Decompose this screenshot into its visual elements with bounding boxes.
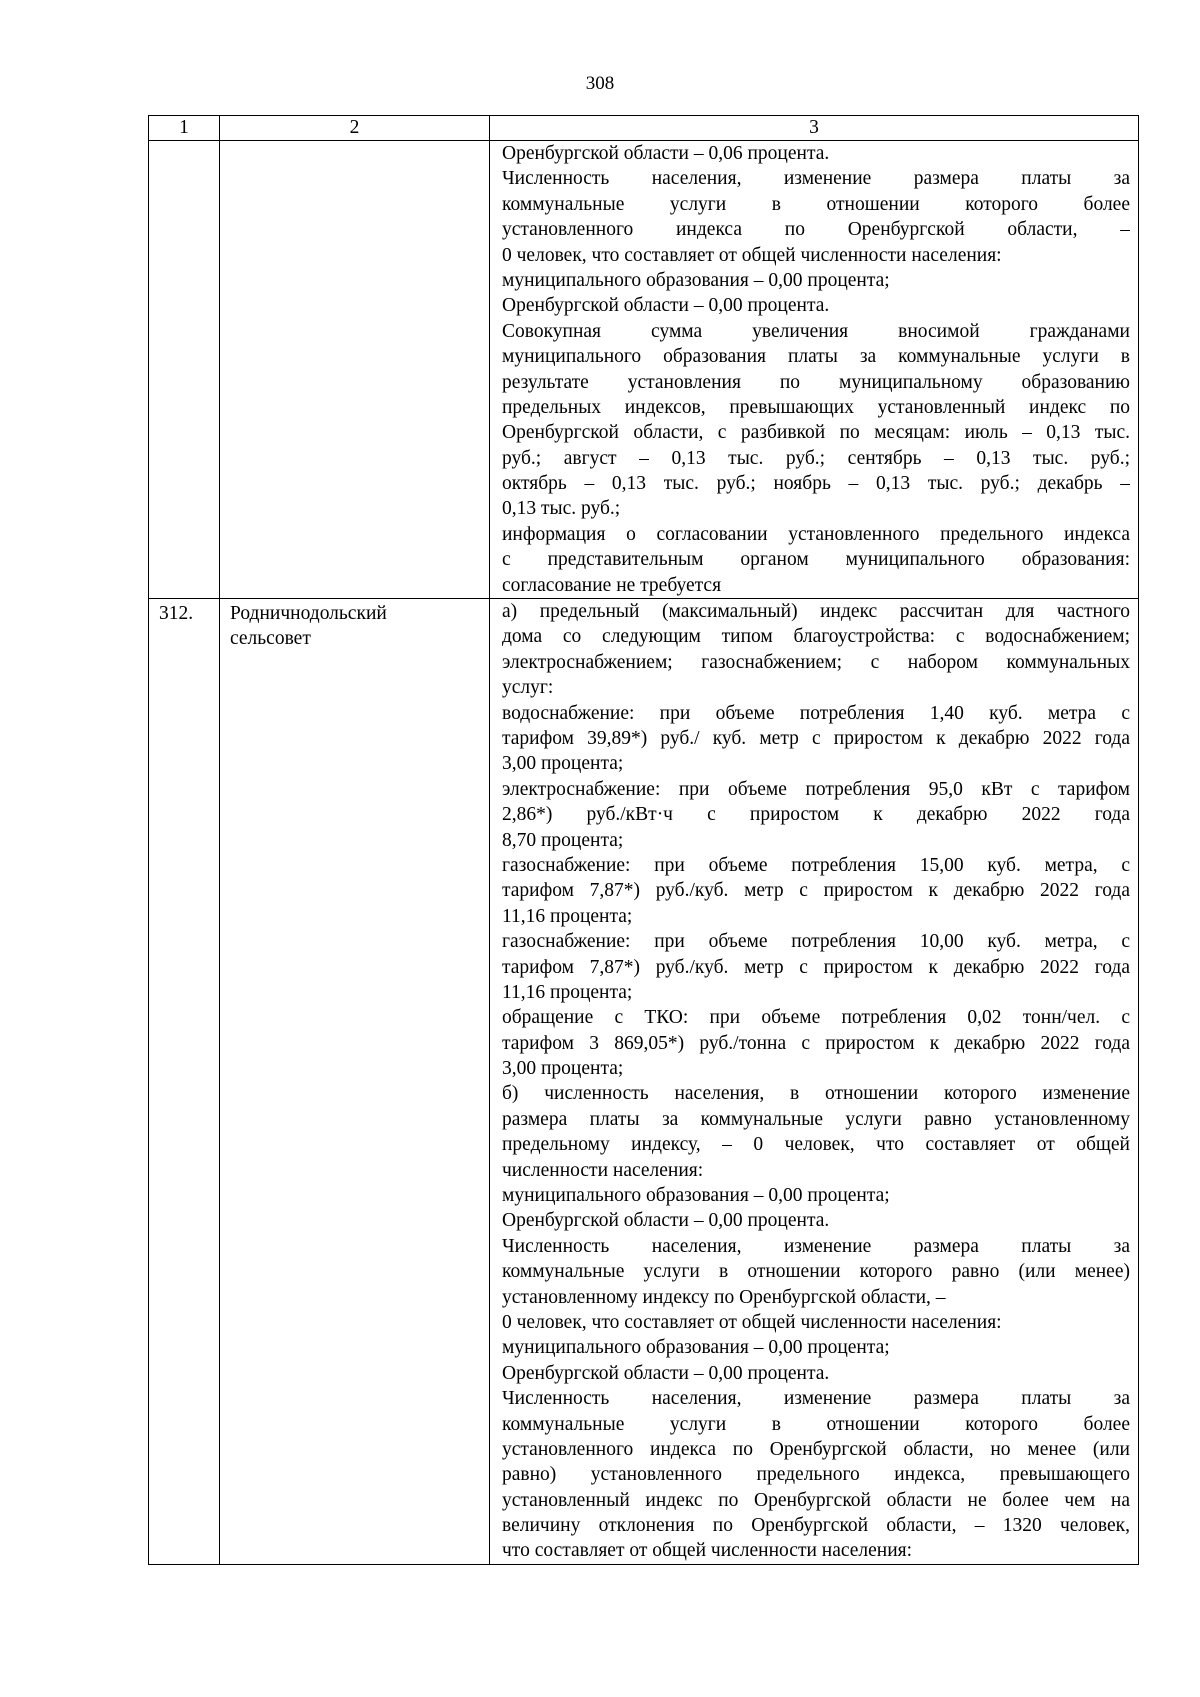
description-line: предельному индексу, – 0 человек, что составляет от общей: [502, 1134, 1130, 1156]
description-line: коммунальные услуги в отношении которого равно (или менее): [502, 1261, 1130, 1283]
description-line: коммунальные услуги в отношении которого более: [502, 1413, 1130, 1435]
description-line: Оренбургской области – 0,06 процента.: [502, 143, 830, 164]
header-col-1: 1: [149, 116, 220, 141]
description-line: 0,13 тыс. руб.;: [502, 498, 621, 520]
description-line: численности населения:: [502, 1159, 704, 1181]
description-line: Совокупная сумма увеличения вносимой гражданами: [502, 320, 1130, 342]
description-line: 0 человек, что составляет от общей численности населения:: [502, 244, 1002, 266]
description-line: что составляет от общей численности населения:: [502, 1540, 913, 1562]
municipality-name-line: сельсовет: [230, 628, 311, 650]
description-line: коммунальные услуги в отношении которого более: [502, 193, 1130, 215]
description-line: тарифом 7,87*) руб./куб. метр с приростом к декабрю 2022 года: [502, 956, 1130, 978]
description-line: 2,86*) руб./кВт·ч с приростом к декабрю 2022 года: [502, 804, 1130, 826]
municipality-name: [220, 599, 490, 1565]
description-line: согласование не требуется: [502, 574, 722, 596]
description-line: установленному индексу по Оренбургской области, –: [502, 1286, 946, 1308]
table-row-312: [149, 599, 1139, 1565]
table-row-continuation: [149, 141, 1139, 599]
description-line: 0 человек, что составляет от общей численности населения:: [502, 1311, 1002, 1333]
description-line: Численность населения, изменение размера платы за: [502, 1235, 1130, 1257]
description-line: муниципального образования – 0,00 процента;: [502, 269, 890, 291]
description-line: 8,70 процента;: [502, 829, 624, 851]
description-line: 11,16 процента;: [502, 905, 633, 927]
description-line: муниципального образования – 0,00 процента;: [502, 1337, 890, 1359]
description-line: муниципального образования – 0,00 процента;: [502, 1185, 890, 1207]
description-line: Оренбургской области – 0,00 процента.: [502, 1210, 830, 1232]
description-line: 3,00 процента;: [502, 753, 624, 775]
description-line: установленный индекс по Оренбургской области не более чем на: [502, 1489, 1130, 1511]
row-description: [490, 599, 1139, 1565]
description-line: Оренбургской области, с разбивкой по месяцам: июль – 0,13 тыс.: [502, 422, 1130, 444]
description-line: с представительным органом муниципального образования:: [502, 549, 1130, 571]
description-line: равно) установленного предельного индекса, превышающего: [502, 1464, 1130, 1486]
description-line: тарифом 7,87*) руб./куб. метр с приростом к декабрю 2022 года: [502, 880, 1130, 902]
description-line: Оренбургской области – 0,00 процента.: [502, 295, 830, 317]
description-line: обращение с ТКО: при объеме потребления 0,02 тонн/чел. с: [502, 1007, 1130, 1029]
page-number: 308: [585, 73, 615, 94]
header-col-3: 3: [490, 116, 1139, 141]
description-line: октябрь – 0,13 тыс. руб.; ноябрь – 0,13 тыс. руб.; декабрь –: [502, 473, 1130, 495]
description-line: Численность населения, изменение размера платы за: [502, 1388, 1130, 1410]
description-line: услуг:: [502, 677, 554, 699]
description-line: руб.; август – 0,13 тыс. руб.; сентябрь – 0,13 тыс. руб.;: [502, 447, 1130, 469]
description-line: информация о согласовании установленного предельного индекса: [502, 523, 1130, 545]
row-number: 312.: [149, 599, 220, 1565]
description-line: а) предельный (максимальный) индекс рассчитан для частного: [502, 601, 1130, 623]
municipality-name-line: Родничнодольский: [230, 603, 387, 625]
description-line: газоснабжение: при объеме потребления 15,00 куб. метра, с: [502, 854, 1130, 876]
description-line: размера платы за коммунальные услуги равно установленному: [502, 1108, 1130, 1130]
description-line: электроснабжение: при объеме потребления 95,0 кВт с тарифом: [502, 778, 1130, 800]
description-line: установленного индекса по Оренбургской области, но менее (или: [502, 1438, 1130, 1460]
description-line: электроснабжением; газоснабжением; с набором коммунальных: [502, 651, 1130, 673]
row-number: [149, 141, 220, 599]
description-line: газоснабжение: при объеме потребления 10,00 куб. метра, с: [502, 931, 1130, 953]
description-line: 11,16 процента;: [502, 981, 633, 1003]
indices-table: [148, 115, 1139, 1565]
description-line: муниципального образования платы за коммунальные услуги в: [502, 346, 1130, 368]
description-line: тарифом 39,89*) руб./ куб. метр с приростом к декабрю 2022 года: [502, 727, 1130, 749]
description-line: Численность населения, изменение размера платы за: [502, 168, 1130, 190]
municipality-name: [220, 141, 490, 599]
description-line: б) численность населения, в отношении которого изменение: [502, 1083, 1130, 1105]
description-line: 3,00 процента;: [502, 1058, 624, 1080]
description-line: предельных индексов, превышающих установленный индекс по: [502, 396, 1130, 418]
description-line: дома со следующим типом благоустройства: с водоснабжением;: [502, 626, 1130, 648]
description-line: водоснабжение: при объеме потребления 1,40 куб. метра с: [502, 702, 1130, 724]
row-description: [490, 141, 1139, 599]
description-line: установленного индекса по Оренбургской области, –: [502, 219, 1130, 241]
description-line: тарифом 3 869,05*) руб./тонна с приростом к декабрю 2022 года: [502, 1032, 1130, 1054]
description-line: величину отклонения по Оренбургской области, – 1320 человек,: [502, 1515, 1130, 1537]
description-line: результате установления по муниципальному образованию: [502, 371, 1130, 393]
description-line: Оренбургской области – 0,00 процента.: [502, 1362, 830, 1384]
table-header-row: [149, 116, 1139, 141]
header-col-2: 2: [220, 116, 490, 141]
